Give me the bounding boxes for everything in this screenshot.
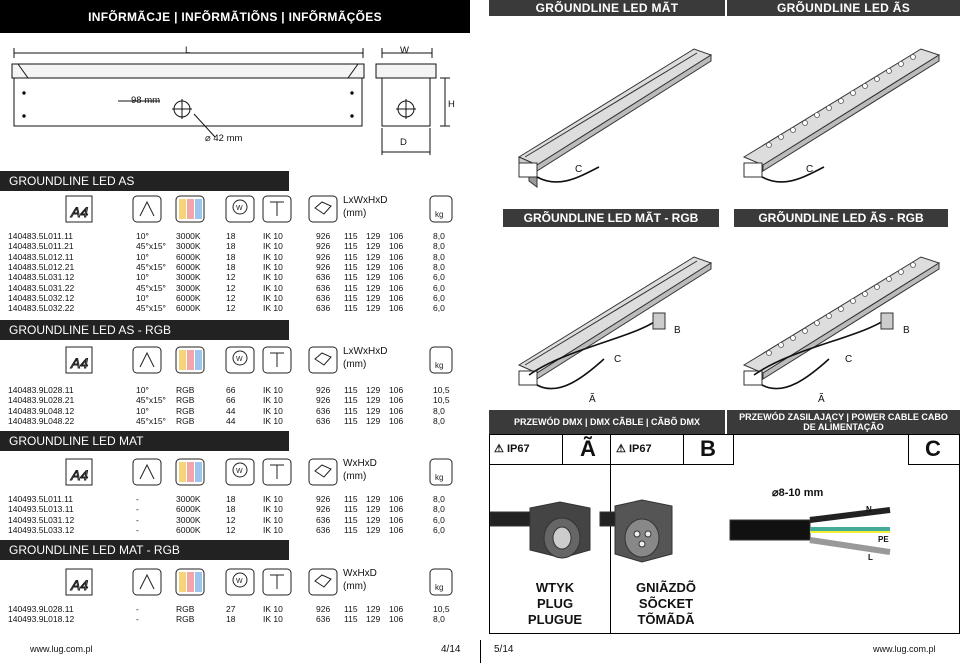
table-cell: 3000K [176, 231, 201, 241]
table-cell: 10° [136, 292, 149, 303]
divider-5 [908, 434, 909, 464]
table-cell: 6000K [176, 292, 201, 303]
table-cell: 140493.5L033.12 [8, 524, 75, 535]
table-cell: 8,0 [433, 415, 445, 426]
table-cell: 129 [366, 282, 381, 293]
spec-icons-row [0, 565, 470, 601]
table-cell: 106 [389, 241, 404, 252]
right-header-mat: GRÕUNDLINE LED MÃT [489, 0, 725, 16]
table-cell: RGB [176, 415, 195, 426]
table-cell: 3000K [176, 272, 201, 283]
label-c-3: C [614, 354, 622, 365]
table-cell: 129 [366, 241, 381, 252]
table-cell: 926 [316, 395, 331, 406]
dimension-unit: (mm) [343, 359, 367, 370]
diameter-icon-2: ⌀ [772, 487, 779, 499]
table-cell: 3000K [176, 241, 201, 252]
section-title: GROUNDLINE LED MAT - RGB [0, 540, 289, 560]
table-cell: 106 [389, 272, 404, 283]
table-cell: IK 10 [263, 514, 283, 525]
table-cell: 12 [226, 524, 236, 535]
table-cell: 926 [316, 385, 331, 395]
table-cell: 106 [389, 282, 404, 293]
table-cell: - [136, 494, 139, 504]
table-cell: 10,5 [433, 604, 450, 614]
table-cell: 129 [366, 405, 381, 416]
table-cell: 636 [316, 524, 331, 535]
wire-pe: PE [878, 535, 889, 544]
table-cell: 140483.9L048.22 [8, 415, 75, 426]
table-cell: 926 [316, 504, 331, 515]
table-cell: 12 [226, 514, 236, 525]
gutter-line [480, 640, 481, 663]
svg-text:A4: A4 [71, 577, 89, 593]
product-illustrations [489, 17, 960, 397]
connector-drawings [490, 470, 960, 580]
table-cell: 106 [389, 604, 404, 614]
table-cell: RGB [176, 395, 195, 406]
table-cell: IK 10 [263, 282, 283, 293]
table-cell: 115 [344, 241, 358, 252]
table-cell: 10° [136, 272, 149, 283]
svg-text:A4: A4 [71, 467, 89, 483]
dimension-header [343, 194, 387, 220]
table-cell: 115 [344, 415, 358, 426]
table-cell: IK 10 [263, 231, 283, 241]
table-cell: 926 [316, 261, 331, 272]
table-cell: 6000K [176, 504, 201, 515]
spec-icons-row [0, 343, 470, 379]
table-cell: 106 [389, 231, 404, 241]
svg-text:W: W [236, 468, 243, 475]
table-cell: 18 [226, 261, 236, 272]
table-cell: 18 [226, 231, 236, 241]
table-cell: 10,5 [433, 395, 450, 406]
table-cell: - [136, 504, 139, 515]
hline [489, 464, 734, 465]
label-c-1: C [575, 164, 583, 175]
table-cell: 12 [226, 292, 236, 303]
table-cell: 106 [389, 504, 404, 515]
table-cell: 8,0 [433, 231, 445, 241]
table-cell: 3000K [176, 514, 201, 525]
subheader-as-rgb: GRÕUNDLINE LED ÃS - RGB [734, 209, 948, 227]
table-cell: 8,0 [433, 614, 445, 625]
table-cell: 8,0 [433, 261, 445, 272]
table-cell: 140483.5L031.22 [8, 282, 75, 293]
warning-icon: ⚠ [494, 443, 504, 455]
table-cell: 10° [136, 385, 149, 395]
table-cell: IK 10 [263, 292, 283, 303]
table-cell: 115 [344, 261, 358, 272]
table-cell: - [136, 614, 139, 625]
table-cell: 44 [226, 415, 236, 426]
dim-W: W [400, 45, 409, 56]
cable-diameter-value: 8-10 mm [778, 487, 824, 499]
table-cell: 6,0 [433, 514, 445, 525]
table-cell: 129 [366, 251, 381, 262]
table-cell: IK 10 [263, 494, 283, 504]
table-cell: 8,0 [433, 494, 445, 504]
table-cell: 140483.9L048.12 [8, 405, 75, 416]
divider-1 [562, 434, 563, 464]
table-cell: 10° [136, 405, 149, 416]
table-cell: 18 [226, 504, 236, 515]
right-page-number: 5/14 [494, 644, 514, 655]
dimension-label: LxWxHxD [343, 195, 388, 206]
dimension-unit: (mm) [343, 471, 367, 482]
svg-text:W: W [236, 356, 243, 363]
table-cell: 106 [389, 405, 404, 416]
section-title: GROUNDLINE LED AS - RGB [0, 320, 289, 340]
cable-b-label: B [700, 436, 716, 461]
label-a-1: Ã [589, 394, 596, 405]
table-cell: 140493.9L028.11 [8, 604, 74, 614]
table-cell: 140493.5L013.11 [8, 504, 74, 515]
table-cell: 6,0 [433, 524, 445, 535]
svg-text:kg: kg [435, 210, 444, 219]
table-cell: - [136, 524, 139, 535]
dimension-header [343, 345, 387, 371]
table-cell: IK 10 [263, 395, 283, 406]
table-cell: 129 [366, 395, 381, 406]
right-header-as: GRÕUNDLINE LED ÃS [727, 0, 960, 16]
table-cell: 6000K [176, 524, 201, 535]
section-title: GROUNDLINE LED MAT [0, 431, 289, 451]
table-cell: 8,0 [433, 241, 445, 252]
table-cell: 129 [366, 272, 381, 283]
table-cell: 140483.9L028.11 [8, 385, 74, 395]
table-cell: 115 [344, 604, 358, 614]
table-cell: 115 [344, 303, 358, 314]
table-cell: 45°x15° [136, 241, 166, 252]
table-cell: IK 10 [263, 604, 283, 614]
table-cell: 140483.5L031.12 [8, 272, 75, 283]
dimension-header [343, 457, 377, 483]
table-cell: 3000K [176, 494, 201, 504]
table-cell: - [136, 604, 139, 614]
table-cell: 115 [344, 494, 358, 504]
svg-text:A4: A4 [71, 204, 89, 220]
table-cell: 129 [366, 494, 381, 504]
table-cell: 27 [226, 604, 236, 614]
hline-2 [908, 464, 960, 465]
table-cell: 10,5 [433, 385, 450, 395]
table-cell: 106 [389, 614, 404, 625]
table-cell: 115 [344, 272, 358, 283]
table-cell: 66 [226, 395, 236, 406]
table-cell: 636 [316, 292, 331, 303]
table-cell: 106 [389, 494, 404, 504]
cable-power-bar: PRZEWÓD ZASILAJĄCY | POWER CABLE CABO DE ALIMENTAÇÃO [727, 410, 960, 434]
table-cell: 636 [316, 272, 331, 283]
table-cell: 8,0 [433, 504, 445, 515]
table-cell: RGB [176, 604, 195, 614]
table-cell: RGB [176, 405, 195, 416]
table-cell: 8,0 [433, 405, 445, 416]
table-cell: 115 [344, 405, 358, 416]
table-cell: 44 [226, 405, 236, 416]
table-cell: 140483.9L028.21 [8, 395, 75, 406]
table-cell: 115 [344, 292, 358, 303]
dim-hole [205, 133, 242, 144]
table-cell: 926 [316, 241, 331, 252]
table-cell: 12 [226, 272, 236, 283]
diameter-icon: ⌀ [205, 133, 211, 144]
label-a-2: Ã [818, 394, 825, 405]
table-cell: 636 [316, 303, 331, 314]
svg-text:A4: A4 [71, 355, 89, 371]
cable-dmx-bar: PRZEWÓD DMX | DMX CÃBLE | CÃBÕ DMX [489, 410, 725, 434]
ip-value-2: IP67 [628, 443, 652, 455]
divider-3 [683, 434, 684, 464]
table-cell: IK 10 [263, 405, 283, 416]
right-footer-url[interactable]: www.lug.com.pl [873, 644, 936, 654]
table-cell: 45°x15° [136, 261, 166, 272]
table-cell: 129 [366, 524, 381, 535]
table-cell: 6,0 [433, 292, 445, 303]
table-cell: 45°x15° [136, 282, 166, 293]
table-cell: IK 10 [263, 504, 283, 515]
table-cell: 129 [366, 292, 381, 303]
table-cell: 115 [344, 385, 358, 395]
table-cell: 129 [366, 415, 381, 426]
table-cell: IK 10 [263, 261, 283, 272]
table-cell: 129 [366, 514, 381, 525]
table-cell: 6000K [176, 303, 201, 314]
table-cell: 140483.5L032.12 [8, 292, 75, 303]
ip-value-1: IP67 [506, 443, 530, 455]
table-cell: 8,0 [433, 251, 445, 262]
label-c-4: C [845, 354, 853, 365]
table-cell: IK 10 [263, 524, 283, 535]
table-cell: 106 [389, 514, 404, 525]
table-cell: 115 [344, 514, 358, 525]
table-cell: 45°x15° [136, 415, 166, 426]
table-cell: 106 [389, 415, 404, 426]
table-cell: 115 [344, 282, 358, 293]
table-cell: 66 [226, 385, 236, 395]
plug-label: WTYK PLUG PLUGUE [527, 580, 583, 627]
table-cell: 6,0 [433, 282, 445, 293]
table-cell: 10° [136, 231, 149, 241]
table-cell: RGB [176, 385, 195, 395]
table-cell: 926 [316, 251, 331, 262]
table-cell: IK 10 [263, 385, 283, 395]
table-cell: 140493.5L011.11 [8, 494, 73, 504]
table-cell: 106 [389, 385, 404, 395]
table-cell: 12 [226, 282, 236, 293]
ip-rating-1 [494, 442, 530, 455]
spec-icons-row [0, 192, 470, 228]
table-cell: 140493.9L018.12 [8, 614, 75, 625]
table-cell: 18 [226, 614, 236, 625]
table-cell: IK 10 [263, 415, 283, 426]
divider-4 [733, 434, 734, 464]
table-cell: 636 [316, 514, 331, 525]
table-cell: 6000K [176, 261, 201, 272]
table-cell: 140483.5L012.21 [8, 261, 75, 272]
table-cell: 926 [316, 494, 331, 504]
dim-depth: 98 mm [131, 95, 161, 106]
table-cell: 140493.5L031.12 [8, 514, 75, 525]
table-cell: 636 [316, 415, 331, 426]
svg-text:W: W [236, 205, 243, 212]
table-cell: 140483.5L011.11 [8, 231, 73, 241]
table-cell: 18 [226, 241, 236, 252]
table-cell: 6000K [176, 251, 201, 262]
table-cell: 926 [316, 604, 331, 614]
spec-icons-row [0, 455, 470, 491]
table-cell: 106 [389, 292, 404, 303]
svg-text:kg: kg [435, 473, 444, 482]
subheader-mat-rgb: GRÕUNDLINE LED MÃT - RGB [503, 209, 719, 227]
table-cell: 636 [316, 405, 331, 416]
table-cell: 129 [366, 604, 381, 614]
table-cell: 6,0 [433, 303, 445, 314]
table-cell: 115 [344, 231, 358, 241]
cable-a-label: Ã [580, 436, 596, 461]
table-cell: 115 [344, 395, 358, 406]
table-cell: 636 [316, 614, 331, 625]
table-cell: 129 [366, 303, 381, 314]
table-cell: RGB [176, 614, 195, 625]
table-cell: IK 10 [263, 251, 283, 262]
table-cell: IK 10 [263, 272, 283, 283]
dimension-unit: (mm) [343, 581, 367, 592]
dimension-label: LxWxHxD [343, 346, 388, 357]
dim-hole-value: 42 mm [213, 133, 243, 144]
left-page-number: 4/14 [441, 644, 461, 655]
dim-D: D [400, 137, 407, 148]
table-cell: 926 [316, 231, 331, 241]
table-cell: 115 [344, 614, 358, 625]
table-cell: 129 [366, 385, 381, 395]
table-cell: 129 [366, 504, 381, 515]
dimension-unit: (mm) [343, 208, 367, 219]
table-cell: 12 [226, 303, 236, 314]
label-c-2: C [806, 164, 814, 175]
table-cell: 18 [226, 494, 236, 504]
table-cell: 106 [389, 251, 404, 262]
left-footer-url[interactable]: www.lug.com.pl [30, 644, 93, 654]
table-cell: 115 [344, 251, 358, 262]
table-cell: 10° [136, 251, 149, 262]
table-cell: 636 [316, 282, 331, 293]
wire-l: L [868, 553, 873, 562]
table-cell: 129 [366, 231, 381, 241]
table-cell: IK 10 [263, 303, 283, 314]
wire-n: N [866, 505, 872, 514]
table-cell: 140483.5L011.21 [8, 241, 74, 252]
table-cell: 115 [344, 524, 358, 535]
table-cell: 3000K [176, 282, 201, 293]
table-cell: - [136, 514, 139, 525]
table-cell: 129 [366, 614, 381, 625]
table-cell: 140483.5L012.11 [8, 251, 74, 262]
table-cell: IK 10 [263, 614, 283, 625]
dimension-label: WxHxD [343, 568, 377, 579]
warning-icon: ⚠ [616, 443, 626, 455]
left-page-header: INFÕRMÃCJE | INFÕRMÃTIÕNS | INFÕRMÃÇÕES [0, 0, 470, 33]
table-cell: 106 [389, 395, 404, 406]
cable-diameter [772, 486, 823, 499]
table-cell: 106 [389, 261, 404, 272]
cable-c-label: C [925, 436, 941, 461]
label-b-1: B [674, 325, 681, 336]
svg-text:kg: kg [435, 583, 444, 592]
ip-rating-2 [616, 442, 652, 455]
table-cell: 129 [366, 261, 381, 272]
section-title: GROUNDLINE LED AS [0, 171, 289, 191]
table-cell: 45°x15° [136, 395, 166, 406]
table-cell: 115 [344, 504, 358, 515]
svg-text:kg: kg [435, 361, 444, 370]
dim-H: H [448, 99, 455, 110]
dim-L: L [185, 45, 191, 56]
table-cell: IK 10 [263, 241, 283, 252]
table-cell: 140483.5L032.22 [8, 303, 75, 314]
table-cell: 18 [226, 251, 236, 262]
table-cell: 45°x15° [136, 303, 166, 314]
socket-label: GNIÃZDÕ SÕCKET TÕMÃDÃ [636, 580, 696, 627]
dimension-label: WxHxD [343, 458, 377, 469]
label-b-2: B [903, 325, 910, 336]
table-cell: 106 [389, 303, 404, 314]
svg-text:W: W [236, 578, 243, 585]
table-cell: 106 [389, 524, 404, 535]
dimension-header [343, 567, 377, 593]
table-cell: 6,0 [433, 272, 445, 283]
